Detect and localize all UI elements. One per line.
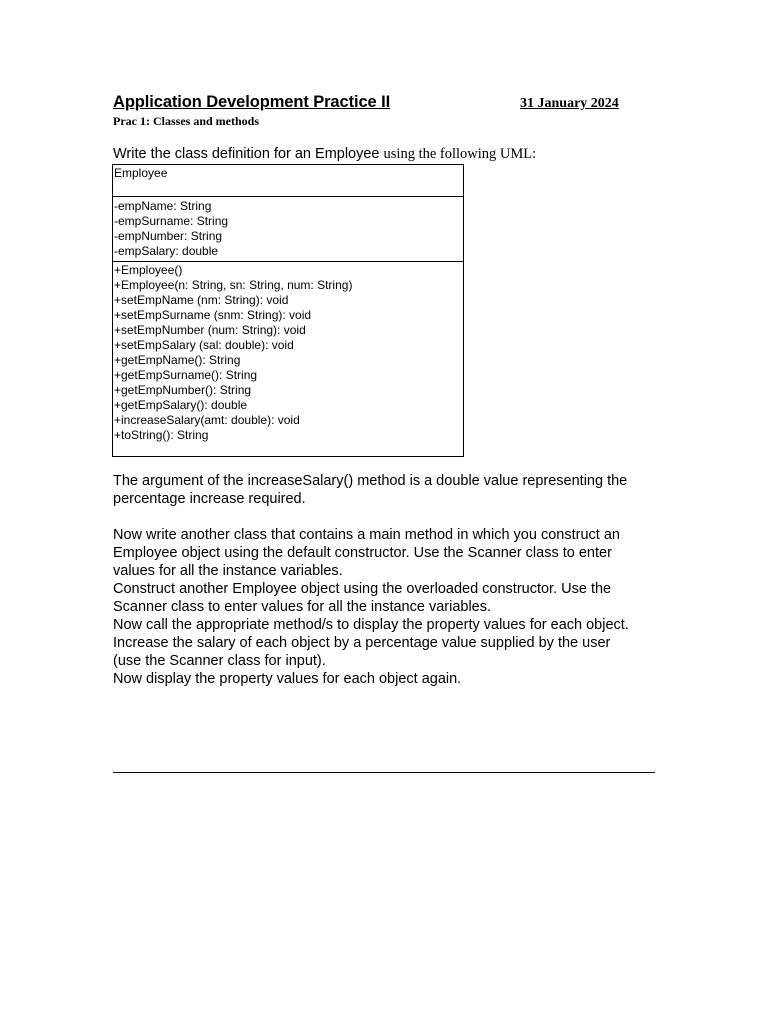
uml-methods bbox=[113, 262, 463, 456]
uml-attribute: -empSalary: double bbox=[114, 244, 219, 258]
uml-method: +Employee(n: String, sn: String, num: String) bbox=[114, 278, 353, 292]
instruction-line: Now display the property values for each object again. bbox=[113, 671, 462, 687]
document-date: 31 January 2024 bbox=[520, 96, 619, 111]
uml-method: +setEmpNumber (num: String): void bbox=[114, 323, 306, 337]
uml-method: +getEmpNumber(): String bbox=[114, 383, 252, 397]
instruction-line: Increase the salary of each object by a percentage value supplied by the user bbox=[113, 635, 611, 651]
intro-sentence bbox=[113, 146, 536, 163]
intro-part-1: Write the class definition for an Employee bbox=[113, 146, 384, 162]
uml-method: +toString(): String bbox=[114, 428, 209, 442]
document-title: Application Development Practice II bbox=[113, 93, 391, 111]
uml-method: +getEmpSalary(): double bbox=[114, 398, 248, 412]
uml-attributes bbox=[113, 197, 463, 262]
instruction-line: Scanner class to enter values for all the instance variables. bbox=[113, 599, 492, 615]
uml-attribute: -empName: String bbox=[114, 199, 212, 213]
instruction-line: Employee object using the default constructor. Use the Scanner class to enter bbox=[113, 545, 612, 561]
uml-method: +setEmpName (nm: String): void bbox=[114, 293, 289, 307]
instruction-line: values for all the instance variables. bbox=[113, 563, 343, 579]
horizontal-rule bbox=[113, 772, 655, 773]
uml-method: +Employee() bbox=[114, 263, 183, 277]
instruction-line: Now call the appropriate method/s to display the property values for each object. bbox=[113, 617, 629, 633]
paragraph-increase-salary: The argument of the increaseSalary() method is a double value representing the percentage increase required. bbox=[113, 473, 628, 507]
instruction-line: Now write another class that contains a main method in which you construct an bbox=[113, 527, 620, 543]
uml-method: +getEmpName(): String bbox=[114, 353, 241, 367]
uml-method: +setEmpSurname (snm: String): void bbox=[114, 308, 312, 322]
uml-attribute: -empNumber: String bbox=[114, 229, 223, 243]
uml-class-diagram bbox=[112, 164, 464, 457]
uml-method: +getEmpSurname(): String bbox=[114, 368, 258, 382]
instruction-line: (use the Scanner class for input). bbox=[113, 653, 326, 669]
instruction-line: Construct another Employee object using the overloaded constructor. Use the bbox=[113, 581, 612, 597]
paragraph-instructions bbox=[113, 526, 673, 688]
document-subtitle: Prac 1: Classes and methods bbox=[113, 114, 259, 128]
uml-method: +increaseSalary(amt: double): void bbox=[114, 413, 300, 427]
intro-part-2: using the following UML: bbox=[383, 146, 537, 162]
uml-class-name: Employee bbox=[113, 165, 463, 197]
uml-method: +setEmpSalary (sal: double): void bbox=[114, 338, 294, 352]
uml-attribute: -empSurname: String bbox=[114, 214, 229, 228]
